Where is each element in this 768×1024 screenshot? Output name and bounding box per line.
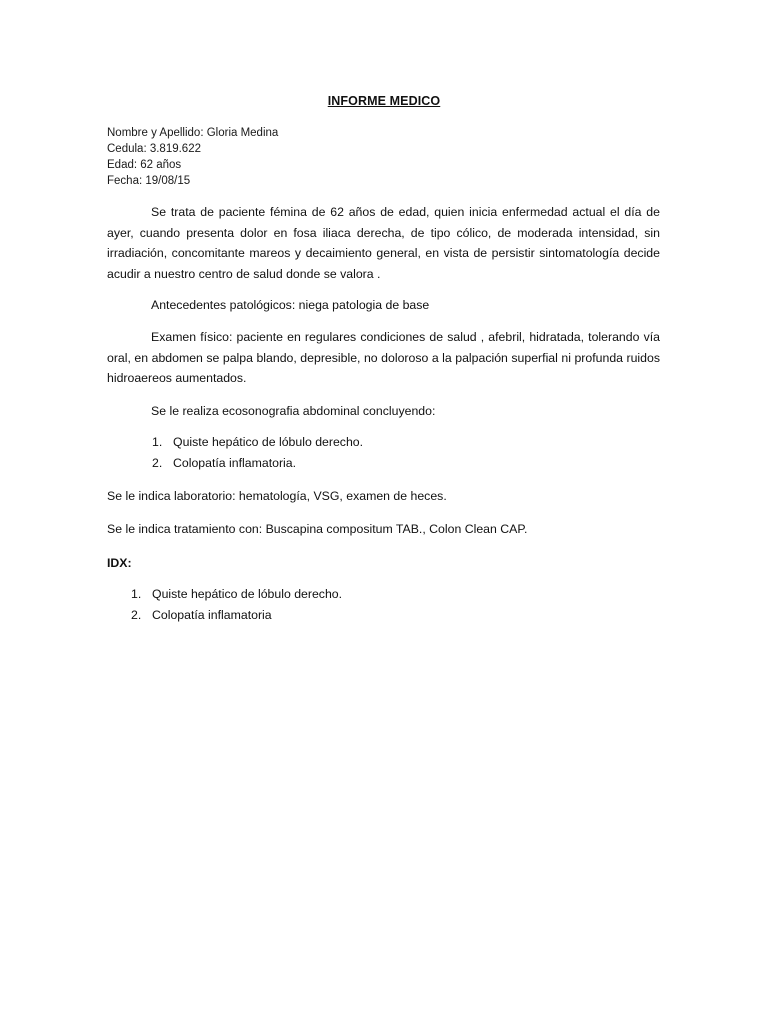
list-item-number: 1. bbox=[131, 587, 142, 601]
patient-name: Nombre y Apellido: Gloria Medina bbox=[107, 127, 279, 139]
physical-exam-paragraph: Examen físico: paciente en regulares condiciones de salud , afebril, hidratada, tolerando vía oral, en abdomen se palpa blando, depresible, no doloroso a la palpación superfial ni profunda ruidos hidroaereos aumentados. bbox=[107, 330, 660, 385]
laboratory-paragraph: Se le indica laboratorio: hematología, VSG, examen de heces. bbox=[107, 489, 447, 503]
list-item bbox=[152, 453, 363, 474]
patient-cedula: Cedula: 3.819.622 bbox=[107, 143, 201, 155]
ecosonography-intro: Se le realiza ecosonografia abdominal concluyendo: bbox=[151, 404, 436, 418]
history-paragraph: Se trata de paciente fémina de 62 años de edad, quien inicia enfermedad actual el día de ayer, cuando presenta dolor en fosa iliaca derecha, de tipo cólico, de moderada intensidad, sin irradiación, concomitante mareos y decaimiento general, en vista de persistir sintomatología decide acudir a nuestro centro de salud donde se valora . bbox=[107, 205, 660, 281]
patient-age: Edad: 62 años bbox=[107, 159, 182, 171]
list-item-text: Quiste hepático de lóbulo derecho. bbox=[152, 587, 343, 601]
list-item-text: Quiste hepático de lóbulo derecho. bbox=[173, 435, 364, 449]
list-item-number: 2. bbox=[152, 456, 163, 470]
list-item bbox=[152, 432, 363, 453]
list-item bbox=[131, 584, 342, 605]
list-item-number: 2. bbox=[131, 608, 142, 622]
treatment-paragraph: Se le indica tratamiento con: Buscapina compositum TAB., Colon Clean CAP. bbox=[107, 522, 528, 536]
list-item bbox=[131, 605, 342, 626]
antecedentes-paragraph: Antecedentes patológicos: niega patologia de base bbox=[151, 298, 430, 312]
document-title: INFORME MEDICO bbox=[327, 94, 441, 108]
patient-info bbox=[107, 125, 278, 189]
idx-label: IDX: bbox=[107, 556, 132, 570]
report-date: Fecha: 19/08/15 bbox=[107, 175, 191, 187]
list-item-text: Colopatía inflamatoria bbox=[152, 608, 272, 622]
idx-list bbox=[131, 584, 342, 626]
list-item-number: 1. bbox=[152, 435, 163, 449]
eco-findings-list bbox=[152, 432, 363, 474]
list-item-text: Colopatía inflamatoria. bbox=[173, 456, 297, 470]
